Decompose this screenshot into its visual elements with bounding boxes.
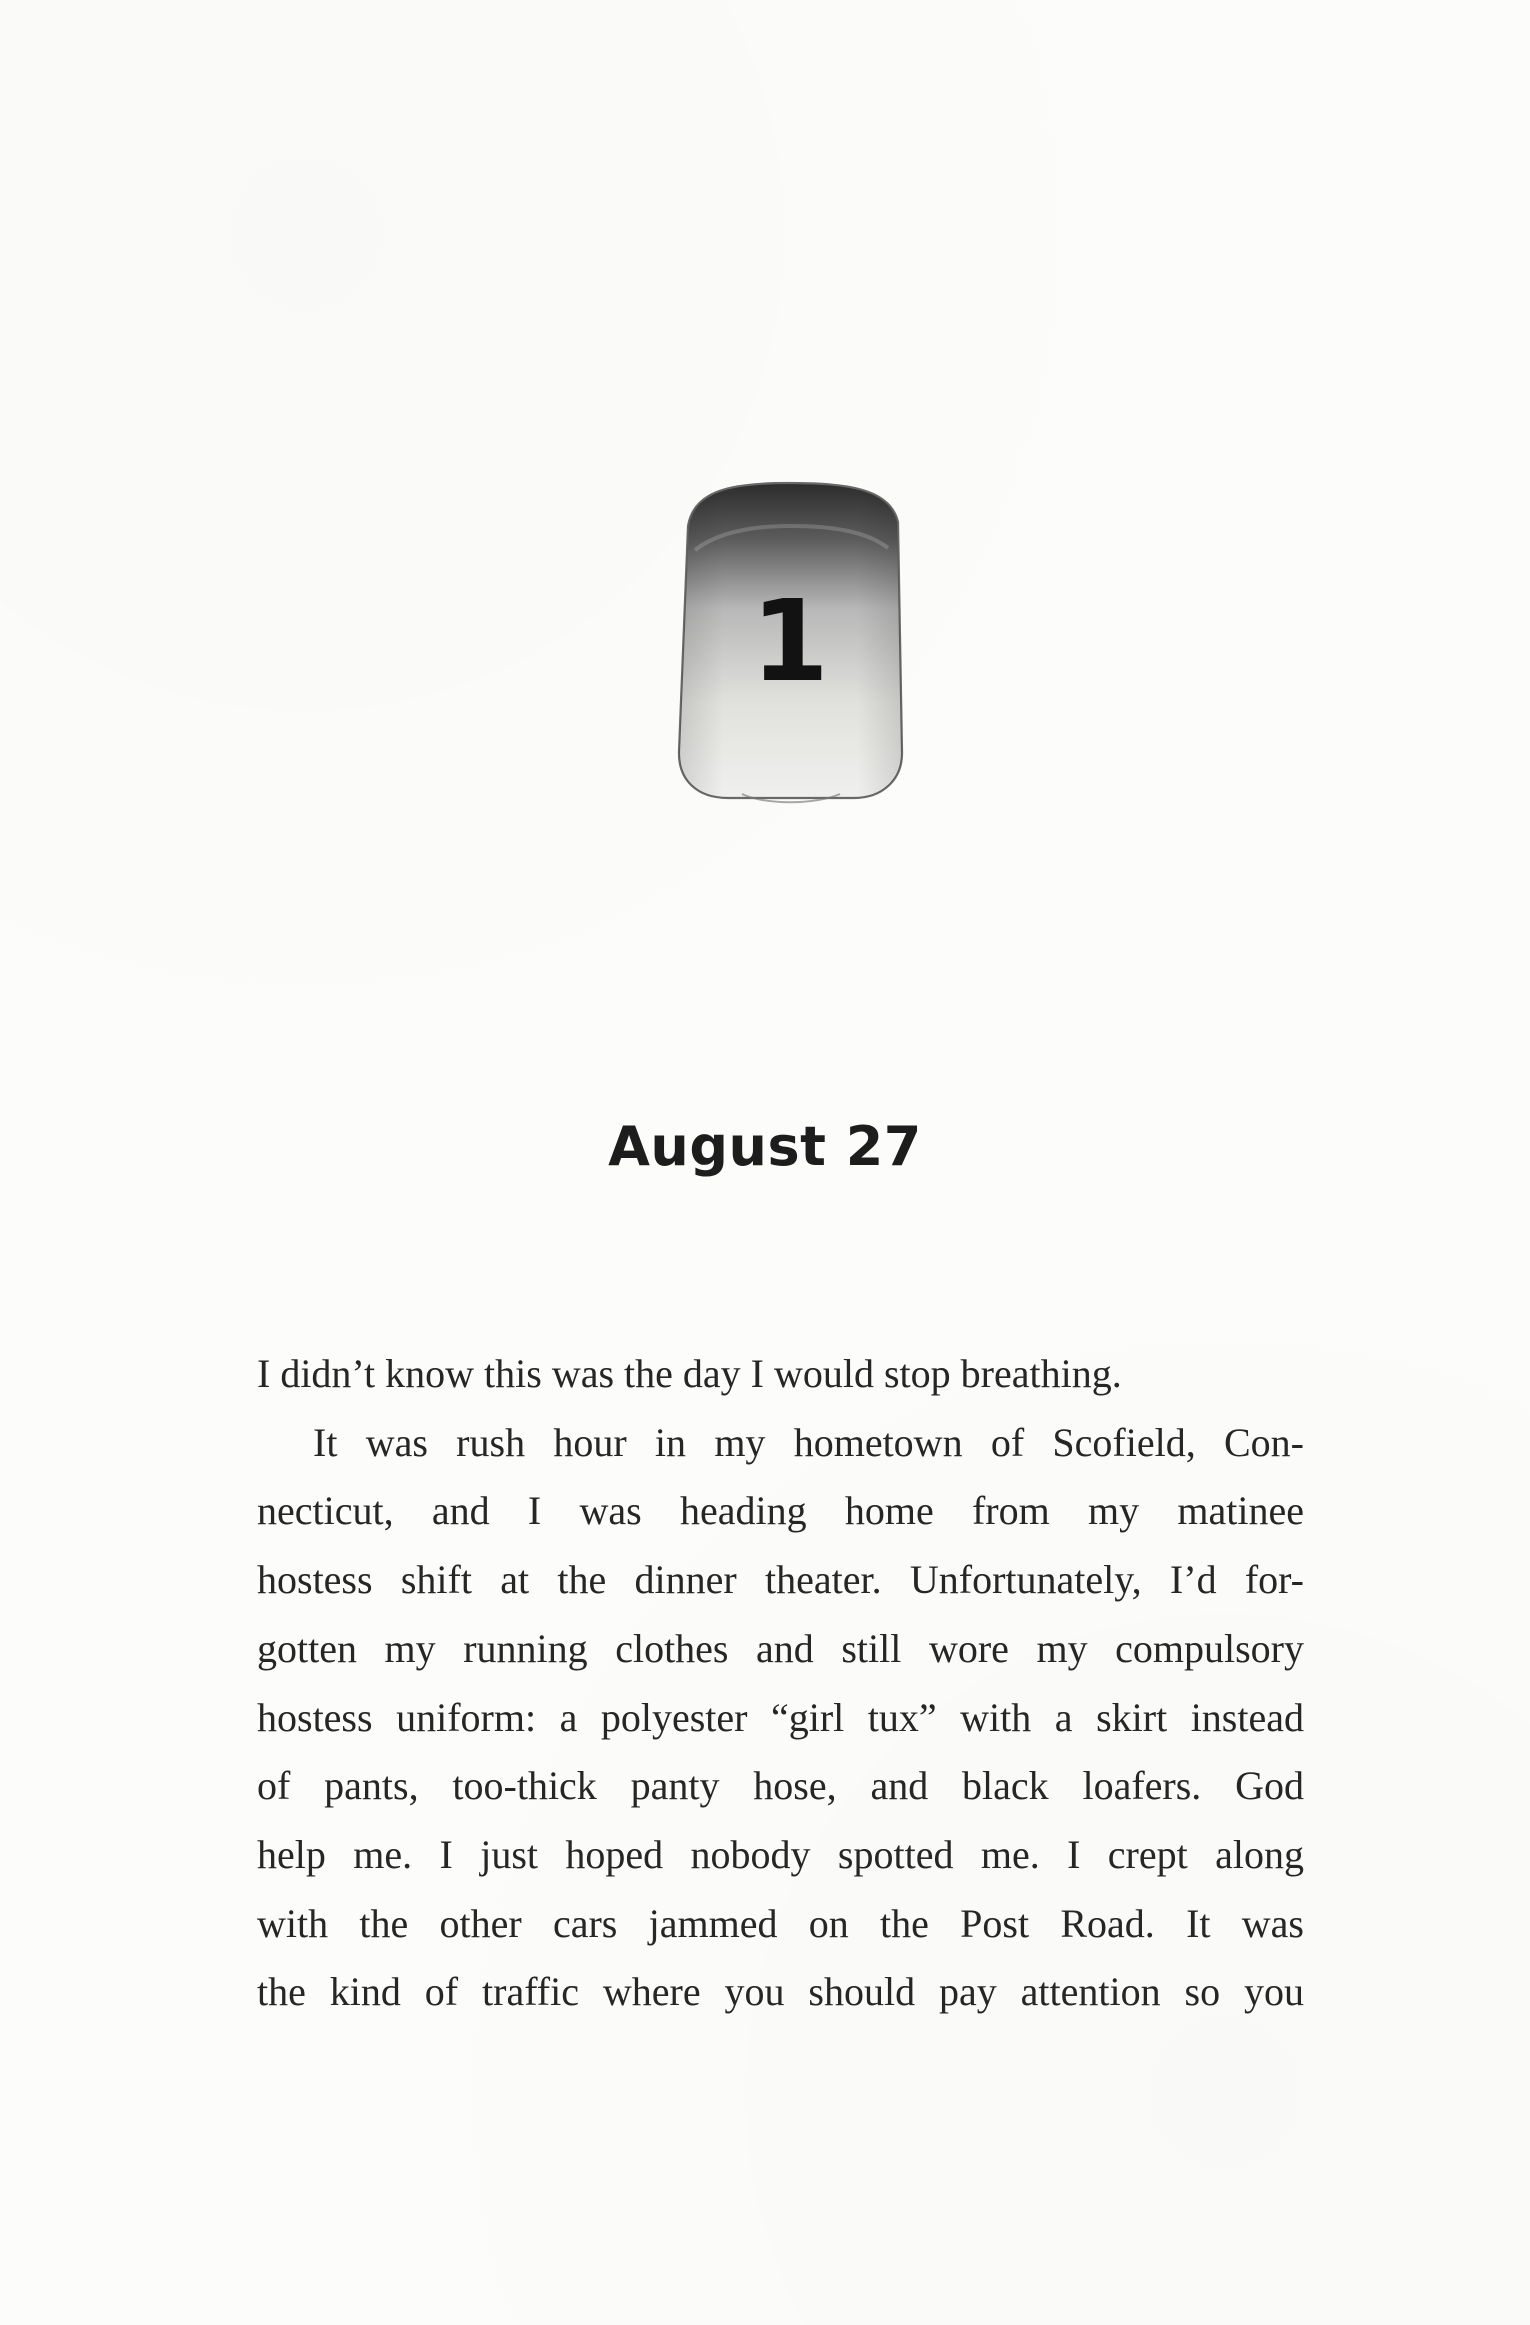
chapter-badge — [670, 478, 910, 810]
chapter-number: 1 — [751, 577, 829, 707]
chapter-body-text — [257, 1340, 1304, 2027]
paragraph-2-line-6: of pants, too-thick panty hose, and black loafers. God — [257, 1763, 1304, 1809]
paragraph-2-line-7: help me. I just hoped nobody spotted me. I crept along — [257, 1831, 1304, 1877]
paragraph-1-line-1: I didn’t know this was the day I would stop breathing. — [257, 1351, 1122, 1396]
paragraph-2-line-9: the kind of traffic where you should pay attention so you — [257, 1969, 1304, 2015]
chapter-title: August 27 — [608, 1115, 922, 1178]
paragraph-1 — [257, 1340, 1304, 1409]
paragraph-2-line-4: gotten my running clothes and still wore my compulsory — [257, 1625, 1304, 1671]
paragraph-2 — [257, 1409, 1304, 2027]
paragraph-2-line-5: hostess uniform: a polyester “girl tux” with a skirt instead — [257, 1694, 1304, 1740]
paragraph-2-line-2: necticut, and I was heading home from my matinee — [257, 1488, 1304, 1534]
paragraph-2-line-1: It was rush hour in my hometown of Scofield, Con- — [313, 1419, 1304, 1465]
paragraph-2-line-3: hostess shift at the dinner theater. Unfortunately, I’d for- — [257, 1557, 1304, 1603]
paragraph-2-line-8: with the other cars jammed on the Post Road. It was — [257, 1900, 1304, 1946]
